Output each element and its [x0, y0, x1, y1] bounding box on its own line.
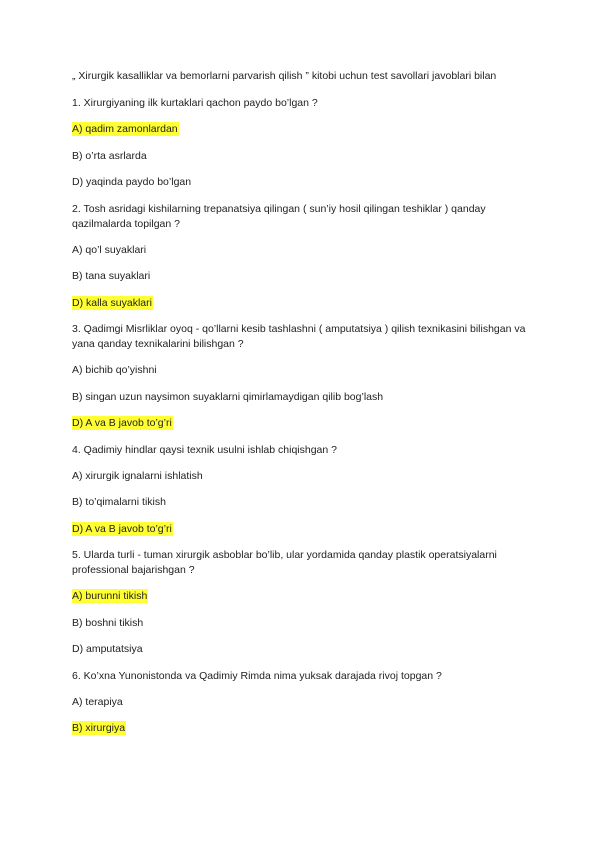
answer-option-correct — [72, 416, 545, 431]
answer-text: B) singan uzun naysimon suyaklarni qimirlamaydigan qilib bog’lash — [72, 390, 384, 403]
answer-text: B) tana suyaklari — [72, 270, 151, 282]
answer-text: D) yaqinda paydo bo’lgan — [72, 176, 192, 188]
question-list — [72, 96, 545, 736]
answer-text: A) xirurgik ignalarni ishlatish — [72, 469, 203, 482]
question-text: 6. Ko’xna Yunonistonda va Qadimiy Rimda nima yuksak darajada rivoj topgan ? — [72, 669, 442, 682]
highlighted-answer-text: A) burunni tikish — [72, 590, 148, 602]
answer-option-correct — [72, 296, 545, 311]
answer-option — [72, 175, 545, 190]
answer-option — [72, 149, 545, 164]
highlighted-answer-text: D) A va B javob to’g’ri — [72, 522, 172, 535]
question-text: 2. Tosh asridagi kishilarning trepanatsiya qilingan ( sun’iy hosil qilingan teshiklar ) qanday qazilmalarda topilgan ? — [72, 202, 486, 230]
answer-option-correct — [72, 721, 545, 736]
highlighted-answer-text: A) qadim zamonlardan — [72, 123, 178, 135]
question-text: 3. Qadimgi Misrliklar oyoq - qo’llarni kesib tashlashni ( amputatsiya ) qilish texnikasini bilishgan va yana qanday texnikalarini bilishgan ? — [72, 323, 526, 350]
answer-option — [72, 243, 545, 258]
answer-option — [72, 390, 545, 405]
answer-option — [72, 363, 545, 378]
question-block — [72, 548, 545, 657]
answer-option — [72, 269, 545, 284]
question-block — [72, 202, 545, 311]
highlighted-answer-text: D) kalla suyaklari — [72, 296, 152, 309]
question-block — [72, 96, 545, 190]
answer-option — [72, 469, 545, 484]
answer-option — [72, 616, 545, 631]
answer-text: A) qo’l suyaklari — [72, 243, 147, 256]
question-text: 1. Xirurgiyaning ilk kurtaklari qachon paydo bo’lgan ? — [72, 97, 318, 109]
question-block — [72, 443, 545, 537]
highlighted-answer-text: D) A va B javob to’g’ri — [72, 417, 172, 429]
answer-option-correct — [72, 589, 545, 604]
answer-option-correct — [72, 122, 545, 137]
document-title: „ Xirurgik kasalliklar va bemorlarni parvarish qilish ” kitobi uchun test savollari javoblari bilan — [72, 70, 497, 82]
answer-text: A) bichib qo’yishni — [72, 364, 157, 376]
highlighted-answer-text: B) xirurgiya — [72, 722, 126, 734]
answer-text: A) terapiya — [72, 695, 123, 708]
answer-text: B) boshni tikish — [72, 616, 144, 629]
answer-option — [72, 642, 545, 657]
answer-text: B) to’qimalarni tikish — [72, 496, 166, 508]
answer-option — [72, 495, 545, 510]
question-text: 5. Ularda turli - tuman xirurgik asboblar bo’lib, ular yordamida qanday plastik operatsiyalarni professional bajarishgan ? — [72, 549, 497, 576]
answer-text: D) amputatsiya — [72, 643, 143, 655]
question-block — [72, 322, 545, 431]
answer-text: B) o’rta asrlarda — [72, 149, 147, 162]
answer-option-correct — [72, 522, 545, 537]
question-block — [72, 669, 545, 737]
answer-option — [72, 695, 545, 710]
question-text: 4. Qadimiy hindlar qaysi texnik usulni ishlab chiqishgan ? — [72, 443, 337, 456]
